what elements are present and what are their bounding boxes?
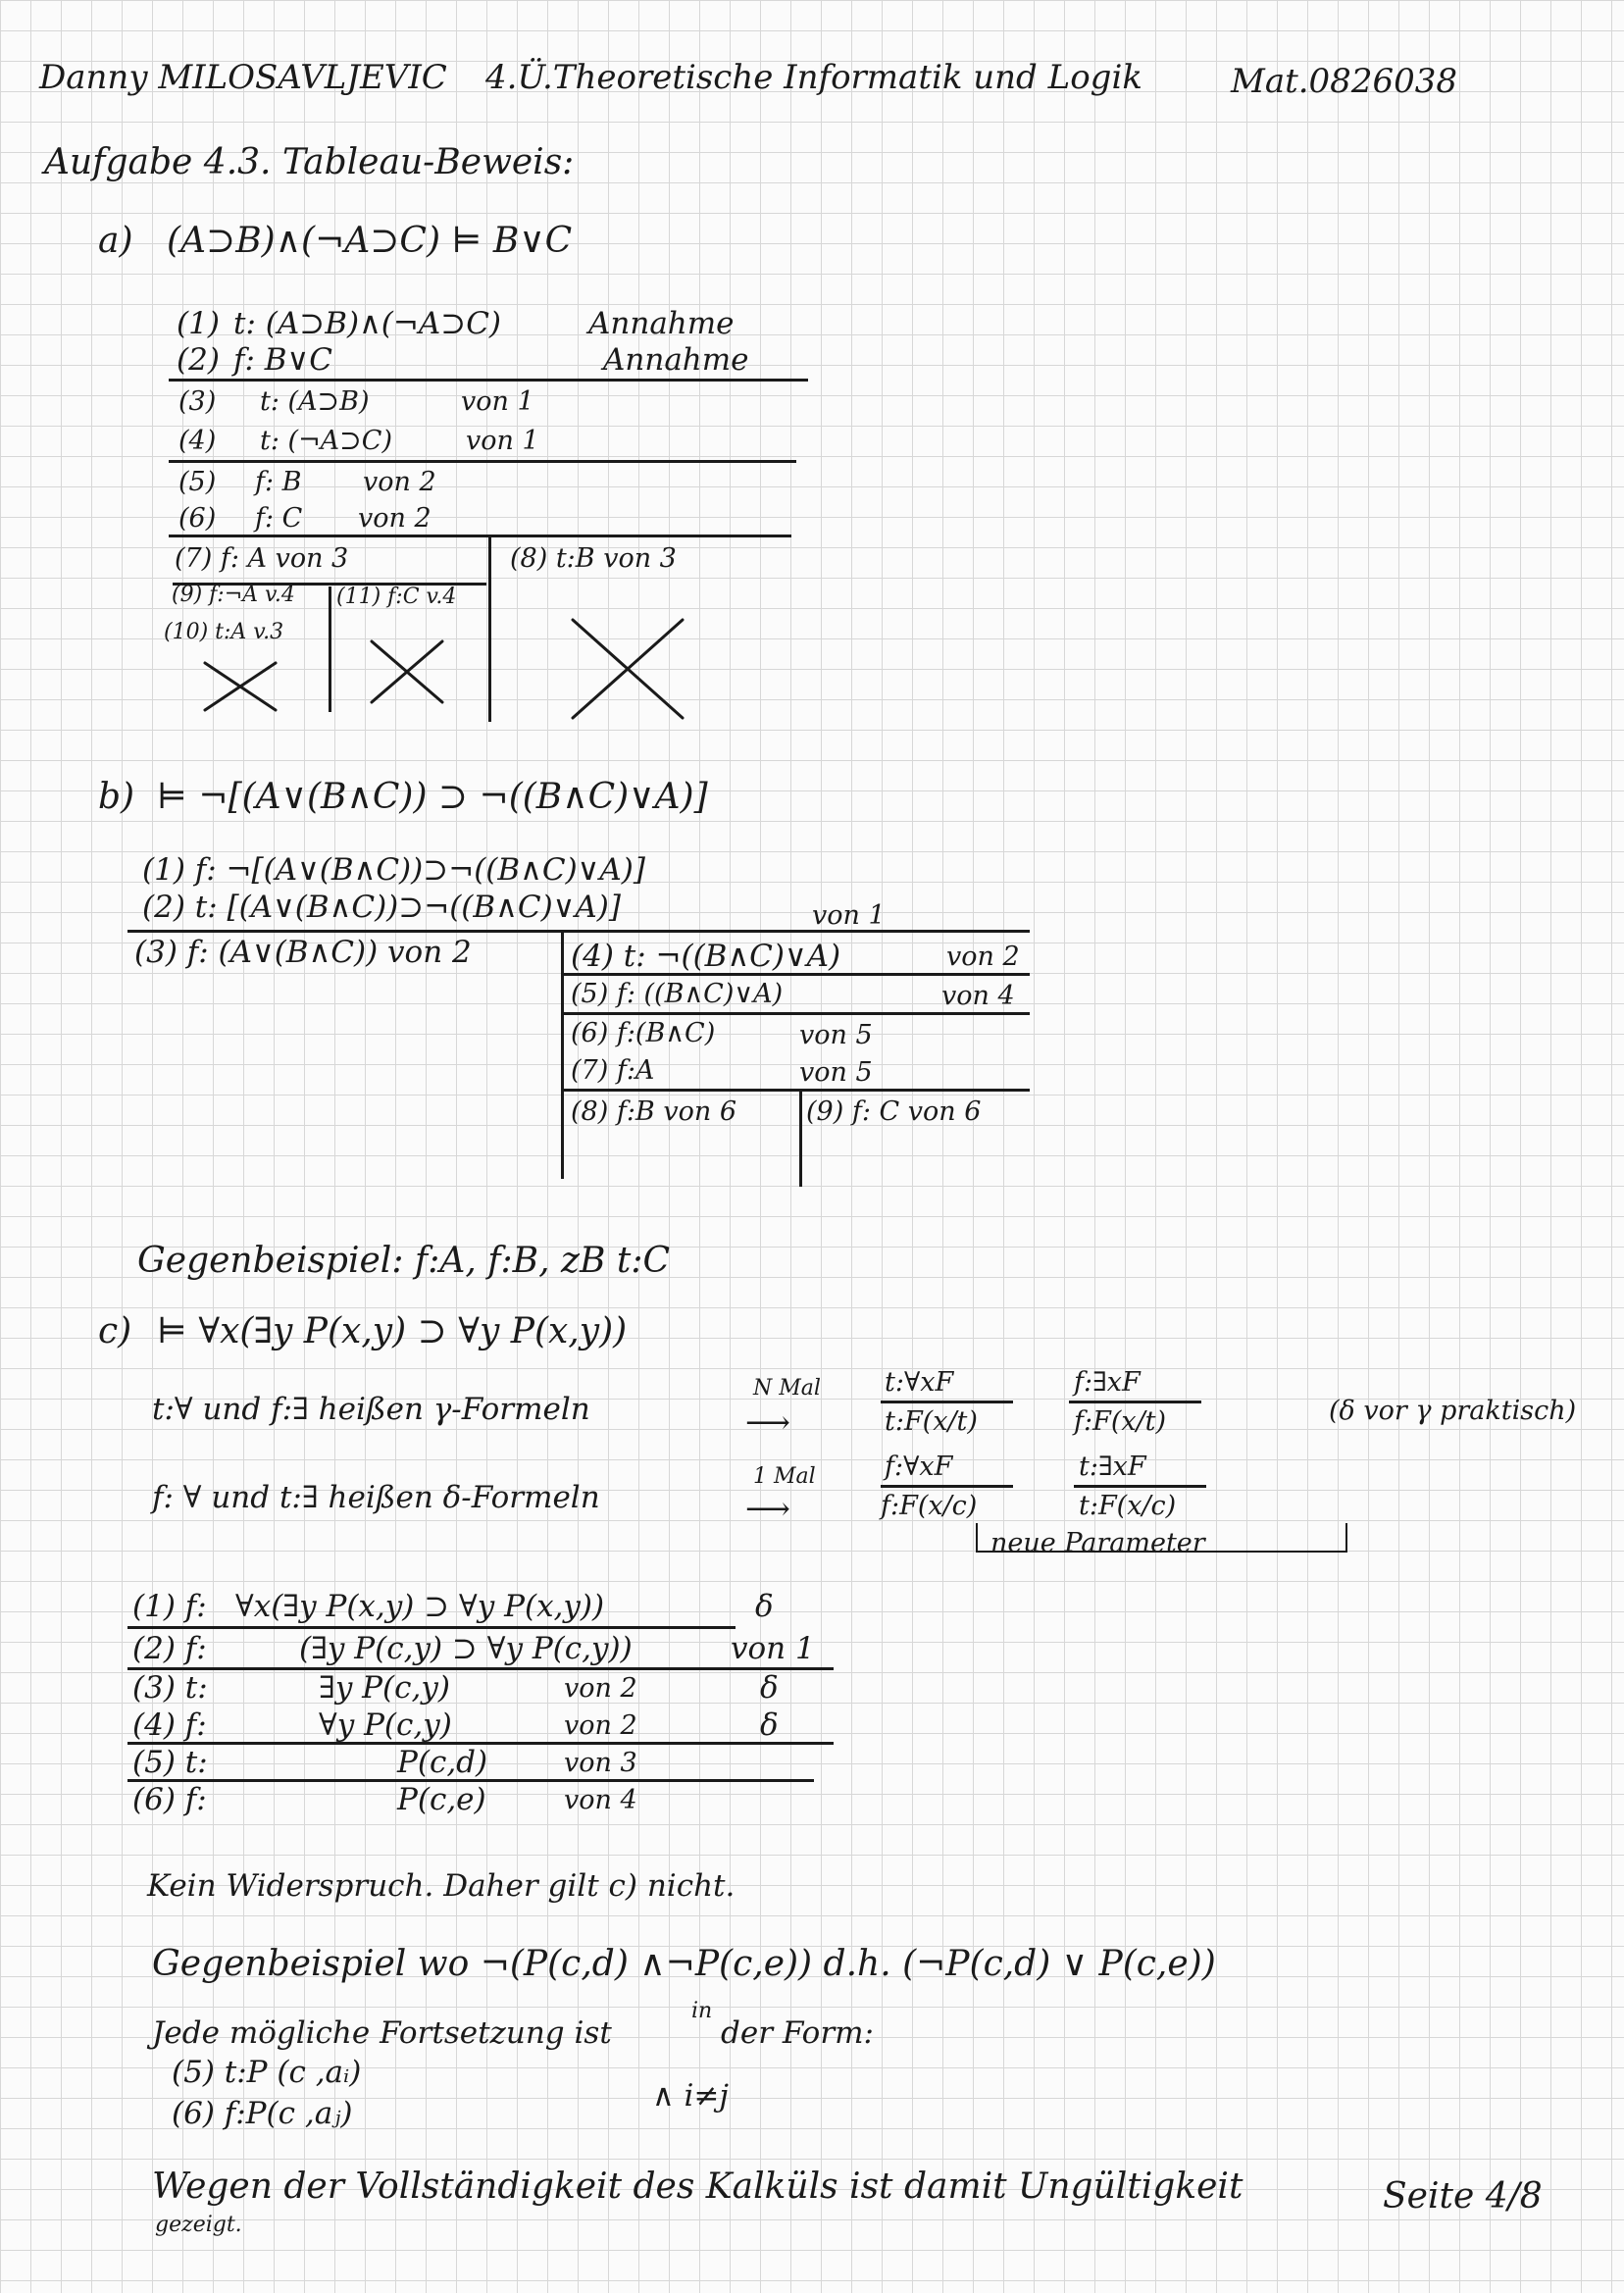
delta-arrow-label: 1 Mal: [753, 1464, 816, 1489]
tableau-c-src: von 2: [564, 1673, 637, 1704]
tableau-a-num: (1): [177, 306, 220, 341]
tableau-a-text: t: (¬A⊃C): [260, 426, 392, 456]
part-c-counterexample: Gegenbeispiel wo ¬(P(c,d) ∧¬P(c,e)) d.h. (¬P(c,d) ∨ P(c,e)): [152, 1944, 1216, 1984]
tableau-b-divider: [564, 1089, 1030, 1092]
part-b-label: b): [98, 777, 135, 817]
tableau-a-divider: [169, 460, 796, 463]
tableau-a-branch-line: [329, 586, 331, 712]
tableau-b-row: (4) t: ¬((B∧C)∨A): [571, 939, 841, 974]
continuation-text: Jede mögliche Fortsetzung ist: [152, 2015, 612, 2051]
tableau-a-text: t: (A⊃B)∧(¬A⊃C): [233, 306, 502, 341]
continuation-insert: in: [691, 1999, 713, 2023]
new-parameter-note: neue Parameter: [990, 1528, 1205, 1558]
gamma-rule-top: t:∀xF: [885, 1367, 954, 1398]
gamma-rule-top: f:∃xF: [1074, 1367, 1141, 1398]
tableau-a-num: (3): [178, 386, 217, 417]
no-contradiction-note: Kein Widerspruch. Daher gilt c) nicht.: [147, 1868, 736, 1904]
part-a-label: a): [98, 221, 133, 261]
continuation-row: (6) f:P(c ,aⱼ): [172, 2096, 353, 2131]
tableau-a-branch-row: (10) t:A v.3: [164, 620, 284, 644]
tableau-c-src: von 4: [564, 1785, 637, 1815]
tableau-c-text: P(c,e): [397, 1782, 486, 1817]
closed-branch-x-icon: [368, 637, 446, 706]
page-number: Seite 4/8: [1383, 2176, 1543, 2217]
final-conclusion-cont: gezeigt.: [155, 2213, 242, 2237]
tableau-c-tag: δ: [760, 1670, 779, 1706]
task-title: Aufgabe 4.3. Tableau-Beweis:: [44, 142, 575, 182]
final-conclusion: Wegen der Vollständigkeit des Kalküls ist damit Ungültigkeit: [152, 2166, 1243, 2207]
part-a-formula: (A⊃B)∧(¬A⊃C) ⊨ B∨C: [167, 221, 573, 261]
tableau-c-num: (5) t:: [132, 1745, 208, 1780]
tableau-c-src: von 1: [731, 1631, 815, 1666]
tableau-a-src: von 2: [363, 467, 436, 497]
continuation-row: (5) t:P (c ,aᵢ): [172, 2055, 362, 2090]
course-title: 4.Ü.Theoretische Informatik und Logik: [485, 58, 1142, 97]
tableau-b-src: von 5: [799, 1020, 873, 1050]
author-name: Danny MILOSAVLJEVIC: [39, 58, 447, 97]
tableau-a-num: (2): [177, 342, 220, 378]
delta-definition: f: ∀ und t:∃ heißen δ-Formeln: [152, 1480, 600, 1515]
tableau-c-divider: [127, 1626, 736, 1629]
tableau-b-divider: [127, 930, 1030, 933]
rule-bar: [881, 1401, 1013, 1403]
tableau-a-text: f: B∨C: [233, 342, 332, 378]
tableau-b-row: (5) f: ((B∧C)∨A): [571, 979, 784, 1009]
continuation-condition: ∧ i≠j: [652, 2078, 730, 2114]
tableau-b-row: (7) f:A: [571, 1055, 655, 1086]
closed-branch-x-icon: [569, 616, 686, 724]
gamma-rule-bottom: f:F(x/t): [1074, 1406, 1167, 1437]
tableau-c-text: P(c,d): [397, 1745, 488, 1780]
tableau-a-num: (4): [178, 426, 217, 456]
delta-rule-top: f:∀xF: [885, 1452, 953, 1482]
part-b-counterexample: Gegenbeispiel: f:A, f:B, zB t:C: [137, 1241, 671, 1281]
tableau-a-divider: [169, 535, 791, 537]
delta-rule-bottom: t:F(x/c): [1079, 1491, 1177, 1521]
tableau-a-src: von 1: [461, 386, 534, 417]
tableau-b-src: von 5: [799, 1057, 873, 1088]
tableau-a-num: (6): [178, 503, 217, 534]
tableau-b-src: von 1: [812, 900, 886, 931]
tableau-a-branch-line: [488, 537, 491, 722]
gamma-definition: t:∀ und f:∃ heißen γ-Formeln: [152, 1392, 590, 1427]
tableau-b-branch-line: [799, 1091, 802, 1187]
tableau-a-text: t: (A⊃B): [260, 386, 370, 417]
tableau-b-src: von 2: [946, 942, 1020, 972]
tableau-c-num: (6) f:: [132, 1782, 207, 1817]
tableau-b-divider: [564, 1012, 1030, 1015]
tableau-b-row: (2) t: [(A∨(B∧C))⊃¬((B∧C)∨A)]: [142, 890, 621, 925]
tableau-c-tag: δ: [760, 1707, 779, 1743]
matriculation-number: Mat.0826038: [1231, 62, 1457, 101]
tableau-a-branch-row: (7) f: A von 3: [175, 543, 349, 574]
arrow-right-icon: ⟶: [745, 1403, 790, 1441]
tableau-a-branch-row: (9) f:¬A v.4: [172, 583, 295, 607]
tableau-a-src: Annahme: [588, 306, 735, 341]
tableau-a-divider: [169, 379, 808, 382]
tableau-a-num: (5): [178, 467, 217, 497]
rule-bar: [881, 1485, 1013, 1488]
rule-bar: [1069, 1401, 1201, 1403]
tableau-b-src: von 4: [941, 981, 1015, 1011]
tableau-c-text: ∀y P(c,y): [319, 1707, 452, 1743]
tableau-a-src: von 1: [466, 426, 539, 456]
tableau-a-divider: [173, 583, 486, 586]
tableau-c-num: (3) t:: [132, 1670, 208, 1706]
tableau-b-branch-line: [561, 932, 564, 1179]
gamma-arrow-label: N Mal: [753, 1376, 821, 1401]
tableau-b-row: (8) f:B von 6: [571, 1096, 737, 1127]
tableau-a-branch-row: (11) f:C v.4: [336, 585, 457, 609]
delta-rule-top: t:∃xF: [1079, 1452, 1146, 1482]
tableau-c-divider: [127, 1667, 834, 1670]
delta-before-gamma-note: (δ vor γ praktisch): [1329, 1396, 1577, 1426]
tableau-c-text: (∃y P(c,y) ⊃ ∀y P(c,y)): [299, 1631, 633, 1666]
closed-branch-x-icon: [201, 659, 279, 714]
new-parameter-bracket: [976, 1523, 1347, 1553]
tableau-b-row: (6) f:(B∧C): [571, 1018, 716, 1048]
part-c-formula: ⊨ ∀x(∃y P(x,y) ⊃ ∀y P(x,y)): [157, 1311, 628, 1351]
tableau-b-row: (9) f: C von 6: [806, 1096, 982, 1127]
delta-rule-bottom: f:F(x/c): [881, 1491, 978, 1521]
tableau-c-num: (2) f:: [132, 1631, 207, 1666]
tableau-c-num: (4) f:: [132, 1707, 207, 1743]
tableau-c-text: ∃y P(c,y): [319, 1670, 450, 1706]
rule-bar: [1074, 1485, 1206, 1488]
tableau-c-text: ∀x(∃y P(x,y) ⊃ ∀y P(x,y)): [235, 1589, 605, 1624]
arrow-right-icon: ⟶: [745, 1490, 790, 1527]
gamma-rule-bottom: t:F(x/t): [885, 1406, 978, 1437]
tableau-c-num: (1) f:: [132, 1589, 207, 1624]
continuation-text-end: der Form:: [721, 2015, 874, 2051]
tableau-c-src: von 2: [564, 1710, 637, 1741]
tableau-a-text: f: C: [255, 503, 303, 534]
tableau-b-row: (3) f: (A∨(B∧C)) von 2: [134, 935, 472, 970]
part-c-label: c): [98, 1311, 132, 1351]
tableau-a-text: f: B: [255, 467, 302, 497]
part-b-formula: ⊨ ¬[(A∨(B∧C)) ⊃ ¬((B∧C)∨A)]: [157, 777, 708, 817]
tableau-b-row: (1) f: ¬[(A∨(B∧C))⊃¬((B∧C)∨A)]: [142, 852, 645, 888]
tableau-b-divider: [564, 973, 1030, 976]
tableau-a-branch-row: (8) t:B von 3: [510, 543, 677, 574]
tableau-a-src: Annahme: [603, 342, 749, 378]
tableau-c-src: von 3: [564, 1748, 637, 1778]
tableau-c-src: δ: [755, 1589, 774, 1624]
tableau-a-src: von 2: [358, 503, 431, 534]
